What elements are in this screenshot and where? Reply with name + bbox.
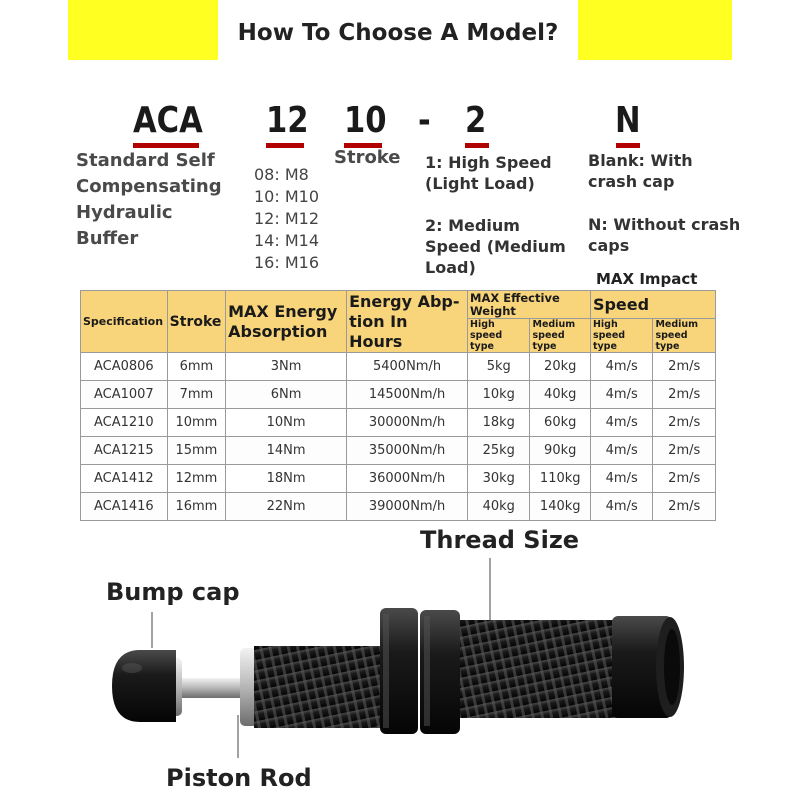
cell-spec: ACA1412 [81,465,168,493]
cell-speed-medium: 2m/s [653,465,716,493]
cell-energy-hours: 14500Nm/h [347,381,468,409]
speed-option-line: Speed (Medium [425,237,566,256]
cell-speed-high: 4m/s [590,409,652,437]
thread-size-item: 12: M12 [254,209,319,228]
cell-stroke: 7mm [167,381,225,409]
header-bar-right [578,0,732,60]
series-desc-line: Buffer [76,228,139,249]
code-stroke: 10 [344,100,387,141]
code-cap-underline [616,143,640,148]
cell-stroke: 12mm [167,465,225,493]
cell-energy-hours: 30000Nm/h [347,409,468,437]
cell-speed-medium: 2m/s [653,381,716,409]
series-desc-line: Standard Self [76,150,215,171]
thread-size-label: Thread Size [420,526,580,554]
cell-energy: 10Nm [226,409,347,437]
speed-option-1 [425,152,552,194]
cell-weight-medium: 110kg [530,465,590,493]
thread-size-item: 14: M14 [254,231,319,250]
cell-speed-high: 4m/s [590,493,652,521]
cell-stroke: 15mm [167,437,225,465]
code-thread-underline [266,143,304,148]
cell-weight-medium: 60kg [530,409,590,437]
cell-speed-medium: 2m/s [653,353,716,381]
cap-option-line: Blank: With [588,151,693,170]
cap-option-line: crash cap [588,172,675,191]
cell-speed-high: 4m/s [590,465,652,493]
page-title: How To Choose A Model? [237,20,559,46]
cell-energy-hours: 5400Nm/h [347,353,468,381]
cell-speed-high: 4m/s [590,381,652,409]
cell-speed-medium: 2m/s [653,437,716,465]
thread-size-list [254,164,319,274]
shock-absorber-illustration [0,510,800,800]
thread-size-item: 16: M16 [254,253,319,272]
cell-energy-hours: 36000Nm/h [347,465,468,493]
piston-rod-label: Piston Rod [166,764,312,792]
cell-spec: ACA1215 [81,437,168,465]
spec-table [80,290,716,521]
header-speed-medium: Medium speed type [653,319,716,353]
cell-weight-high: 25kg [468,437,530,465]
cap-option-line: N: Without crash [588,215,741,234]
table-row [81,465,716,493]
table-row [81,381,716,409]
bump-cap-label: Bump cap [106,578,240,606]
end-cap-part [612,616,684,718]
cell-energy: 22Nm [226,493,347,521]
cell-weight-medium: 140kg [530,493,590,521]
cell-weight-medium: 20kg [530,353,590,381]
header-max-energy: MAX Energy Absorption [226,291,347,353]
cap-option-blank [588,150,693,192]
bump-cap-part [112,650,182,722]
code-thread: 12 [266,100,309,141]
series-description [76,148,222,252]
header-weight-medium: Medium speed type [530,319,590,353]
cap-option-n [588,214,740,256]
cell-weight-high: 5kg [468,353,530,381]
speed-option-line: 1: High Speed [425,153,552,172]
cell-energy: 3Nm [226,353,347,381]
series-desc-line: Hydraulic [76,202,173,223]
threaded-body-part [460,620,618,718]
speed-option-line: Load) [425,258,476,277]
thread-size-item: 08: M8 [254,165,309,184]
cell-weight-medium: 40kg [530,381,590,409]
table-row [81,437,716,465]
cell-speed-medium: 2m/s [653,493,716,521]
speed-option-line: 2: Medium [425,216,520,235]
cell-energy-hours: 39000Nm/h [347,493,468,521]
cell-weight-high: 10kg [468,381,530,409]
cell-stroke: 10mm [167,409,225,437]
cell-weight-high: 30kg [468,465,530,493]
cell-speed-medium: 2m/s [653,409,716,437]
cap-option-line: caps [588,236,630,255]
cell-energy: 18Nm [226,465,347,493]
impact-header-above: MAX Impact [596,270,698,288]
piston-rod-part [182,678,244,698]
cell-spec: ACA1007 [81,381,168,409]
cell-energy: 6Nm [226,381,347,409]
header-specification: Specification [81,291,168,353]
cell-energy-hours: 35000Nm/h [347,437,468,465]
header-impact-speed: Speed [590,291,715,319]
thread-size-item: 10: M10 [254,187,319,206]
front-collar-part [240,646,392,728]
cell-weight-medium: 90kg [530,437,590,465]
header-speed-high: High speed type [590,319,652,353]
header-bar-left [68,0,218,60]
cell-spec: ACA1416 [81,493,168,521]
cell-energy: 14Nm [226,437,347,465]
table-row [81,409,716,437]
lock-nut-part [380,608,460,734]
cell-spec: ACA1210 [81,409,168,437]
cell-weight-high: 40kg [468,493,530,521]
cell-weight-high: 18kg [468,409,530,437]
header-stroke: Stroke [167,291,225,353]
code-dash: - [418,100,431,141]
cell-stroke: 16mm [167,493,225,521]
speed-option-2 [425,215,566,278]
stroke-label: Stroke [334,147,401,168]
code-series: ACA [133,100,203,141]
cell-speed-high: 4m/s [590,437,652,465]
cell-speed-high: 4m/s [590,353,652,381]
cell-stroke: 6mm [167,353,225,381]
series-desc-line: Compensating [76,176,222,197]
code-cap: N [615,100,641,141]
code-speed-underline [465,143,489,148]
header-energy-hours: Energy Abp-tion In Hours [347,291,468,353]
code-speed: 2 [465,100,487,141]
table-row [81,353,716,381]
header-weight-high: High speed type [468,319,530,353]
speed-option-line: (Light Load) [425,174,535,193]
header-max-weight: MAX Effective Weight [468,291,591,319]
cell-spec: ACA0806 [81,353,168,381]
